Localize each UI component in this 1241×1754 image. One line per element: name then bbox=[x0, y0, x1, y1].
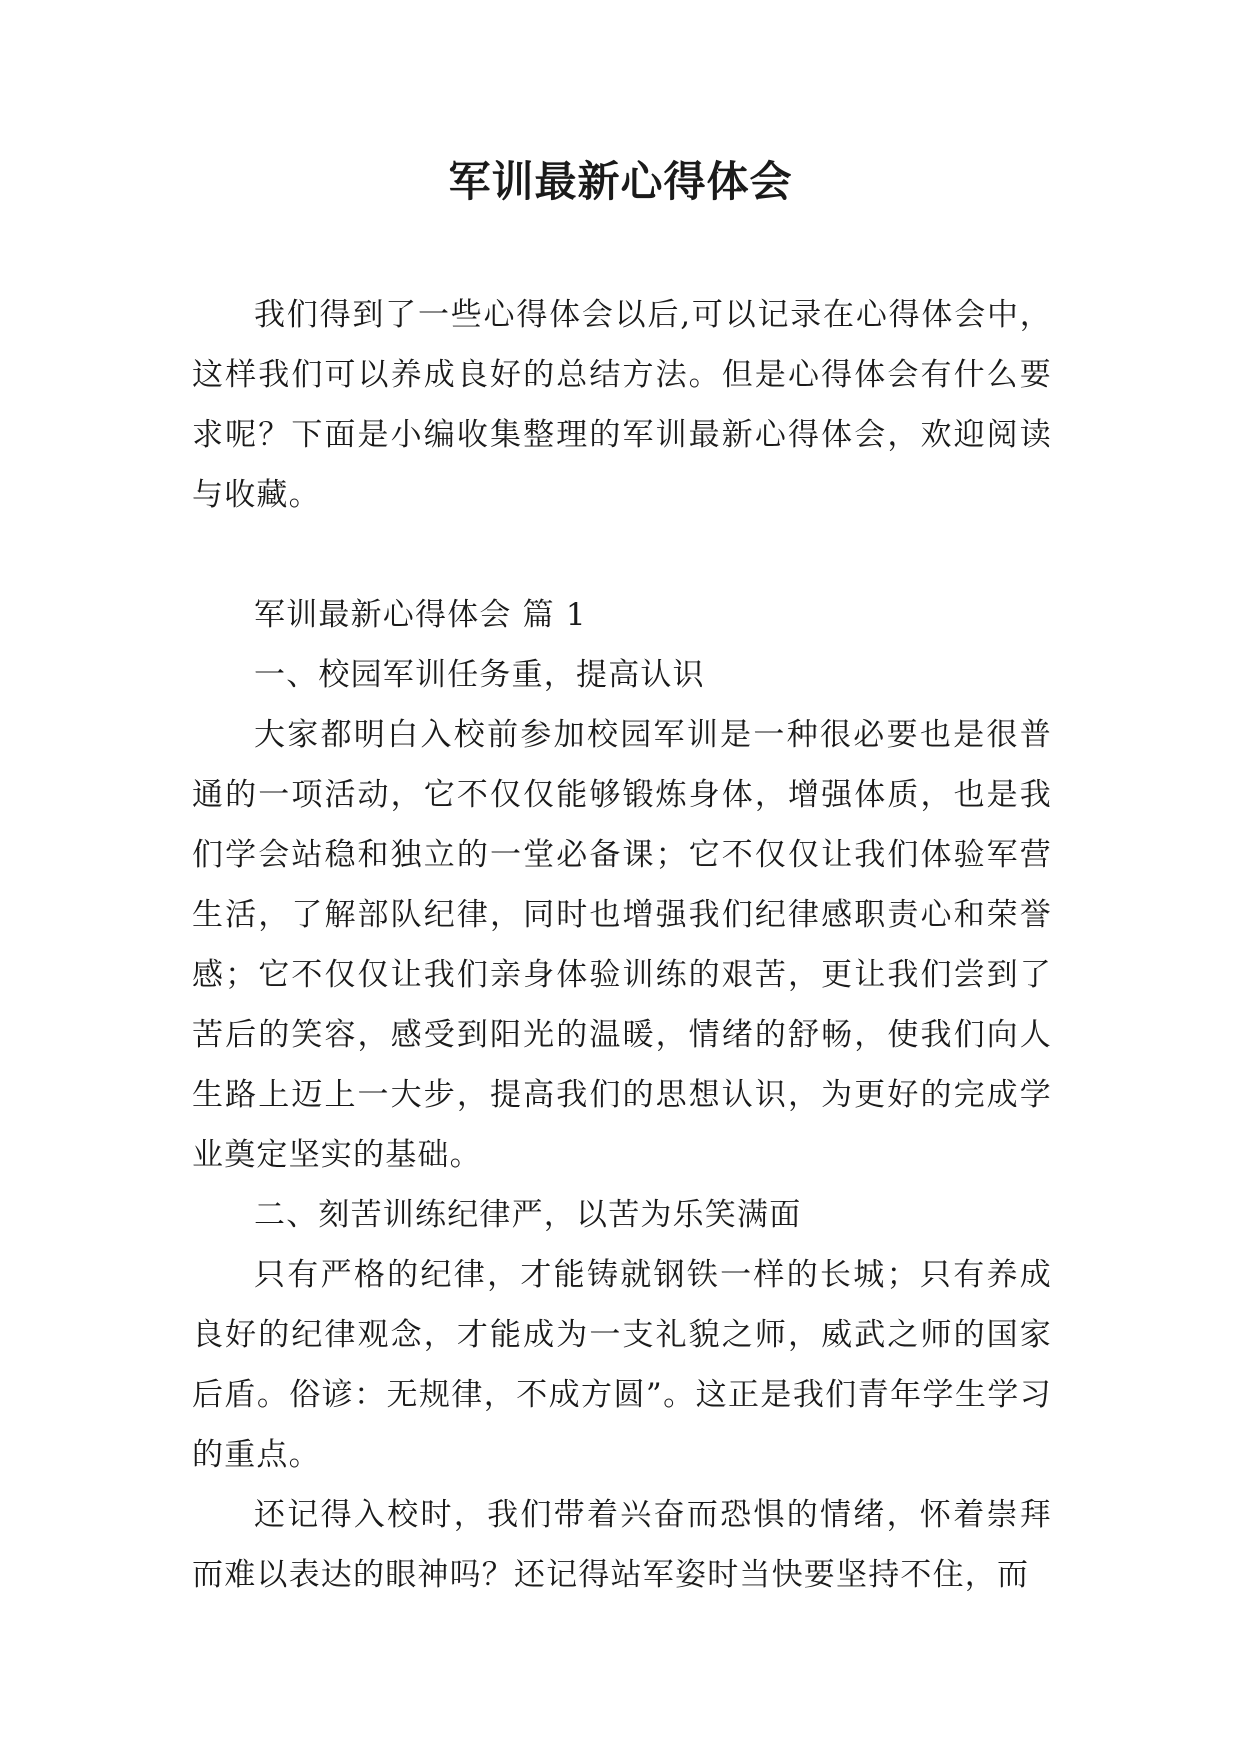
section-title: 军训最新心得体会 篇 1 bbox=[254, 597, 587, 633]
document-body bbox=[192, 285, 1052, 1605]
document-title: 军训最新心得体会 bbox=[448, 157, 793, 206]
body-paragraph-3: 还记得入校时，我们带着兴奋而恐惧的情绪，怀着崇拜而难以表达的眼神吗？还记得站军姿时当快要坚持不住，而 bbox=[192, 1497, 1052, 1593]
intro-paragraph: 我们得到了一些心得体会以后,可以记录在心得体会中，这样我们可以养成良好的总结方法。但是心得体会有什么要求呢？下面是小编收集整理的军训最新心得体会，欢迎阅读与收藏。 bbox=[192, 297, 1052, 513]
body-paragraph-2: 只有严格的纪律，才能铸就钢铁一样的长城；只有养成良好的纪律观念，才能成为一支礼貌之师，威武之师的国家后盾。俗谚：无规律，不成方圆”。这正是我们青年学生学习的重点。 bbox=[192, 1257, 1052, 1473]
body-paragraph-1: 大家都明白入校前参加校园军训是一种很必要也是很普通的一项活动，它不仅仅能够锻炼身体，增强体质，也是我们学会站稳和独立的一堂必备课；它不仅仅让我们体验军营生活，了解部队纪律，同时也增强我们纪律感职责心和荣誉感；它不仅仅让我们亲身体验训练的艰苦，更让我们尝到了苦后的笑容，感受到阳光的温暖，情绪的舒畅，使我们向人生路上迈上一大步，提高我们的思想认识，为更好的完成学业奠定坚实的基础。 bbox=[192, 717, 1052, 1173]
section-heading-1: 一、校园军训任务重，提高认识 bbox=[254, 657, 705, 693]
section-heading-2: 二、刻苦训练纪律严，以苦为乐笑满面 bbox=[254, 1197, 802, 1233]
paragraph-spacer bbox=[192, 525, 1052, 585]
